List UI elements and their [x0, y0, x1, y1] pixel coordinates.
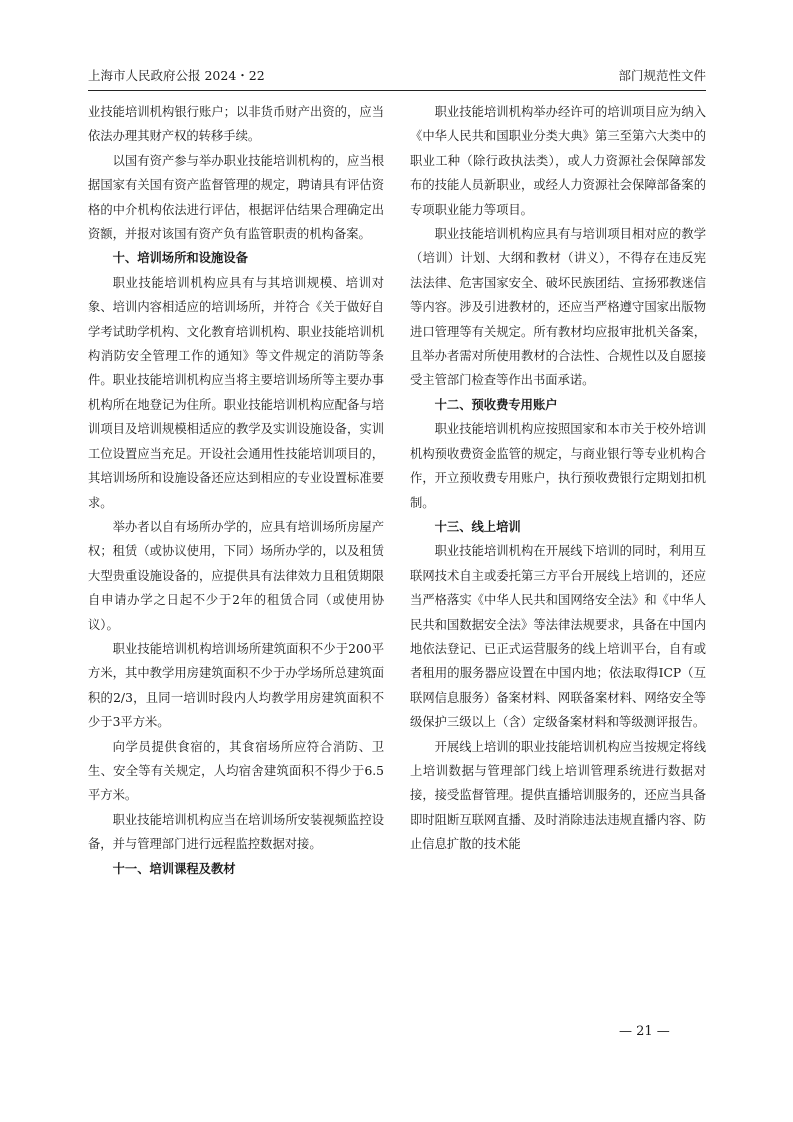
paragraph: 开展线上培训的职业技能培训机构应当按规定将线上培训数据与管理部门线上培训管理系统进行数据对接，接受监督管理。提供直播培训服务的，还应当具备即时阻断互联网直播、及时消除违法违规直播内容、防止信息扩散的技术能 [410, 739, 706, 852]
left-column [88, 100, 384, 881]
paragraph: 职业技能培训机构应具有与培训项目相对应的教学（培训）计划、大纲和教材（讲义），不得存在违反宪法法律、危害国家安全、破坏民族团结、宣扬邪教迷信等内容。涉及引进教材的，还应当严格遵守国家出版物进口管理等有关规定。所有教材均应报审批机关备案，且举办者需对所使用教材的合法性、合规性以及自愿接受主管部门检查等作出书面承诺。 [410, 227, 706, 388]
paragraph: 业技能培训机构银行账户；以非货币财产出资的，应当依法办理其财产权的转移手续。 [88, 105, 384, 144]
paragraph: 职业技能培训机构培训场所建筑面积不少于200平方米，其中教学用房建筑面积不少于办学场所总建筑面积的2/3，且同一培训时段内人均教学用房建筑面积不少于3平方米。 [88, 641, 384, 730]
header-rule [88, 90, 706, 91]
page-number: — 21 — [619, 1024, 670, 1039]
paragraph: 向学员提供食宿的，其食宿场所应符合消防、卫生、安全等有关规定，人均宿舍建筑面积不得少于6.5平方米。 [88, 739, 384, 803]
section-heading: 十、培训场所和设施设备 [112, 251, 248, 266]
right-column [410, 100, 706, 857]
paragraph: 职业技能培训机构举办经许可的培训项目应为纳入《中华人民共和国职业分类大典》第三至第六大类中的职业工种（除行政执法类），或人力资源社会保障部发布的技能人员新职业，或经人力资源社会保障部备案的专项职业能力等项目。 [410, 105, 706, 217]
paragraph: 职业技能培训机构应按照国家和本市关于校外培训机构预收费资金监管的规定，与商业银行等专业机构合作，开立预收费专用账户，执行预收费银行定期划扣机制。 [410, 422, 706, 510]
section-heading: 十一、培训课程及教材 [112, 861, 236, 876]
section-title: 部门规范性文件 [618, 68, 706, 83]
page-header [88, 66, 706, 90]
paragraph: 职业技能培训机构在开展线下培训的同时，利用互联网技术自主或委托第三方平台开展线上培训的，还应当严格落实《中华人民共和国网络安全法》和《中华人民共和国数据安全法》等法律法规要求，具备在中国内地依法登记、已正式运营服务的线上培训平台，自有或者租用的服务器应设置在中国内地；依法取得ICP（互联网信息服务）备案材料、网联备案材料、网络安全等级保护三级以上（含）定级备案材料和等级测评报告。 [410, 544, 706, 730]
paragraph: 举办者以自有场所办学的，应具有培训场所房屋产权；租赁（或协议使用，下同）场所办学的，以及租赁大型贵重设施设备的，应提供具有法律效力且租赁期限自申请办学之日起不少于2年的租赁合同（或使用协议）。 [88, 519, 384, 632]
paragraph: 职业技能培训机构应当在培训场所安装视频监控设备，并与管理部门进行远程监控数据对接。 [88, 812, 384, 852]
paragraph: 职业技能培训机构应具有与其培训规模、培训对象、培训内容相适应的培训场所，并符合《关于做好自学考试助学机构、文化教育培训机构、职业技能培训机构消防安全管理工作的通知》等文件规定的消防等条件。职业技能培训机构应当将主要培训场所等主要办事机构所在地登记为住所。职业技能培训机构应配备与培训项目及培训规模相适应的教学及实训设施设备，实训工位设置应当充足。开设社会通用性技能培训项目的，其培训场所和设施设备还应达到相应的专业设置标准要求。 [88, 275, 384, 510]
section-heading: 十三、线上培训 [434, 519, 521, 534]
paragraph: 以国有资产参与举办职业技能培训机构的，应当根据国家有关国有资产监督管理的规定，聘请具有评估资格的中介机构依法进行评估，根据评估结果合理确定出资额，并报对该国有资产负有监管职责的机构备案。 [88, 153, 384, 242]
publication-title: 上海市人民政府公报 2024・22 [88, 68, 265, 83]
section-heading: 十二、预收费专用账户 [434, 397, 558, 412]
